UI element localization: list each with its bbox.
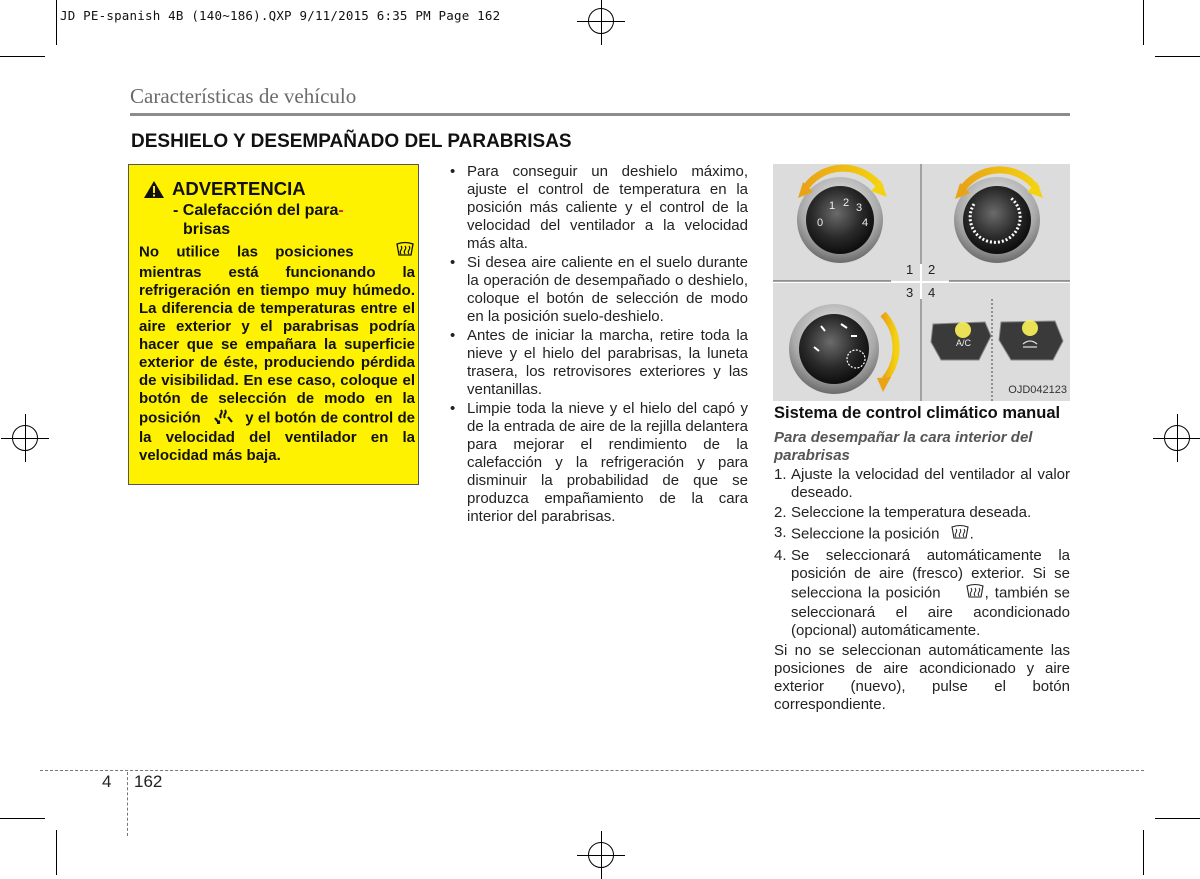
section-title: Características de vehículo: [130, 84, 357, 108]
list-item-text: Antes de iniciar la marcha, retire toda la nieve y el hielo del parabrisas, la luneta trasera, los retrovisores exteriores y las ventanillas.: [467, 327, 748, 398]
footer-rule: [40, 770, 1144, 771]
figure-code: OJD042123: [1008, 384, 1067, 396]
subsection-subheading: Para desempañar la cara interior del parabrisas: [774, 429, 1033, 464]
step-number: 1.: [774, 466, 787, 483]
crop-mark: [56, 830, 57, 875]
warning-title-text: ADVERTENCIA: [172, 178, 306, 199]
warning-box: [128, 164, 419, 485]
warning-subtitle-part: - Calefacción del para: [173, 202, 339, 219]
dial-number: 1: [829, 200, 836, 212]
crop-mark: [1143, 0, 1144, 45]
figure-label: 1: [906, 262, 914, 277]
registration-mark: [588, 8, 614, 34]
list-item-text: , también se seleccionará el aire acondicionado (opcional) automáticamente.: [791, 584, 1071, 639]
section-rule: [130, 113, 1070, 116]
list-item-text: Para conseguir un deshielo máximo, ajuste el control de temperatura en la posición más caliente y el control de la velocidad del ventilador a la velocidad más alta.: [467, 163, 748, 252]
dial-number: 0: [817, 217, 824, 229]
crop-mark: [1155, 818, 1200, 819]
warning-body: [139, 241, 415, 465]
crop-mark: [1155, 56, 1200, 57]
warning-body-text: mientras está funcionando la refrigeración en tiempo muy húmedo. La diferencia de temperaturas entre el aire exterior y el parabrisas podría hacer que se empañara la superficie exterior de éste, produciendo pérdida de visibilidad. En ese caso, coloque el botón de selección de modo en la posición: [139, 264, 415, 427]
list-item: [774, 524, 1070, 545]
registration-mark: [12, 425, 38, 451]
dial-number: 4: [862, 217, 869, 229]
page-heading: DESHIELO Y DESEMPAÑADO DEL PARABRISAS: [131, 131, 572, 152]
page-number: 162: [134, 772, 163, 791]
floor-defrost-mode-icon: [213, 408, 233, 429]
print-slug: JD PE-spanish 4B (140~186).QXP 9/11/2015 6:35 PM Page 162: [60, 8, 501, 23]
windshield-defrost-icon: [950, 524, 970, 545]
subsection-heading: Sistema de control climático manual: [774, 404, 1061, 422]
crop-mark: [1143, 830, 1144, 875]
crop-mark: [56, 0, 57, 45]
warning-title: [143, 178, 306, 200]
figure-label: 2: [928, 262, 936, 277]
figure-label: 4: [928, 285, 936, 300]
list-item-text: Limpie toda la nieve y el hielo del capó y de la entrada de aire de la rejilla delantera para mejorar el rendimiento de la calefacción y la refrigeración y para disminuir la probabilidad de que se produzca empañamiento de la cara interior del parabrisas.: [467, 400, 748, 525]
windshield-defrost-icon: [965, 583, 985, 604]
crop-mark: [0, 818, 45, 819]
step-number: 3.: [774, 524, 787, 541]
step-number: 2.: [774, 504, 787, 521]
list-item-text: Seleccione la temperatura deseada.: [791, 504, 1032, 521]
chapter-number: 4: [102, 772, 112, 791]
list-item-text: Se seleccionará automáticamente la posición de aire (fresco) exterior. Si se selecciona la posición: [791, 547, 1070, 602]
warning-body-text: No utilice las posiciones: [139, 243, 354, 261]
list-item: [774, 504, 1070, 522]
manual-climate-section: [774, 404, 1070, 714]
list-item: [774, 466, 1070, 502]
list-item-text: .: [969, 525, 974, 543]
bullet-list: [450, 163, 748, 527]
crop-mark: [0, 56, 45, 57]
list-item-text: Seleccione la posición: [791, 525, 940, 543]
warning-subtitle-part: brisas: [183, 221, 231, 238]
warning-triangle-icon: [143, 180, 165, 199]
ac-button-label: A/C: [956, 338, 972, 348]
figure-label: 3: [906, 285, 914, 300]
dial-number: 2: [843, 197, 850, 209]
list-item: • Antes de iniciar la marcha, retire toda la nieve y el hielo del parabrisas, la luneta trasera, los retrovisores exteriores y las ventanillas.: [450, 327, 748, 398]
list-item: • Limpie toda la nieve y el hielo del capó y de la entrada de aire de la rejilla delantera para mejorar el rendimiento de la calefacción y la refrigeración y para disminuir la probabilidad de que se produzca empañamiento de la cara interior del parabrisas.: [450, 400, 748, 525]
registration-mark: [1164, 425, 1190, 451]
list-item: • Si desea aire caliente en el suelo durante la operación de desempañado o deshielo, coloque el botón de selección de modo en la posición suelo-deshielo.: [450, 254, 748, 325]
dial-number: 3: [856, 202, 863, 214]
warning-subtitle: [173, 201, 403, 239]
climate-control-figure: [773, 164, 1070, 401]
list-item-text: Ajuste la velocidad del ventilador al valor deseado.: [791, 466, 1070, 501]
windshield-defrost-icon: [395, 241, 415, 264]
registration-mark: [588, 842, 614, 868]
list-item: [774, 547, 1070, 640]
hyphenation-mark: -: [338, 202, 344, 219]
footer-divider: [127, 772, 128, 836]
climate-control-illustration: [773, 164, 1070, 401]
closing-paragraph: Si no se seleccionan automáticamente las posiciones de aire acondicionado y aire exterior (nuevo), pulse el botón correspondiente.: [774, 642, 1070, 713]
list-item: • Para conseguir un deshielo máximo, ajuste el control de temperatura en la posición más caliente y el control de la velocidad del ventilador a la velocidad más alta.: [450, 163, 748, 252]
step-number: 4.: [774, 547, 787, 564]
list-item-text: Si desea aire caliente en el suelo durante la operación de desempañado o deshielo, coloque el botón de selección de modo en la posición suelo-deshielo.: [467, 254, 748, 325]
warning-body-text: y el botón de control de la velocidad del ventilador en la velocidad más baja.: [139, 409, 416, 464]
